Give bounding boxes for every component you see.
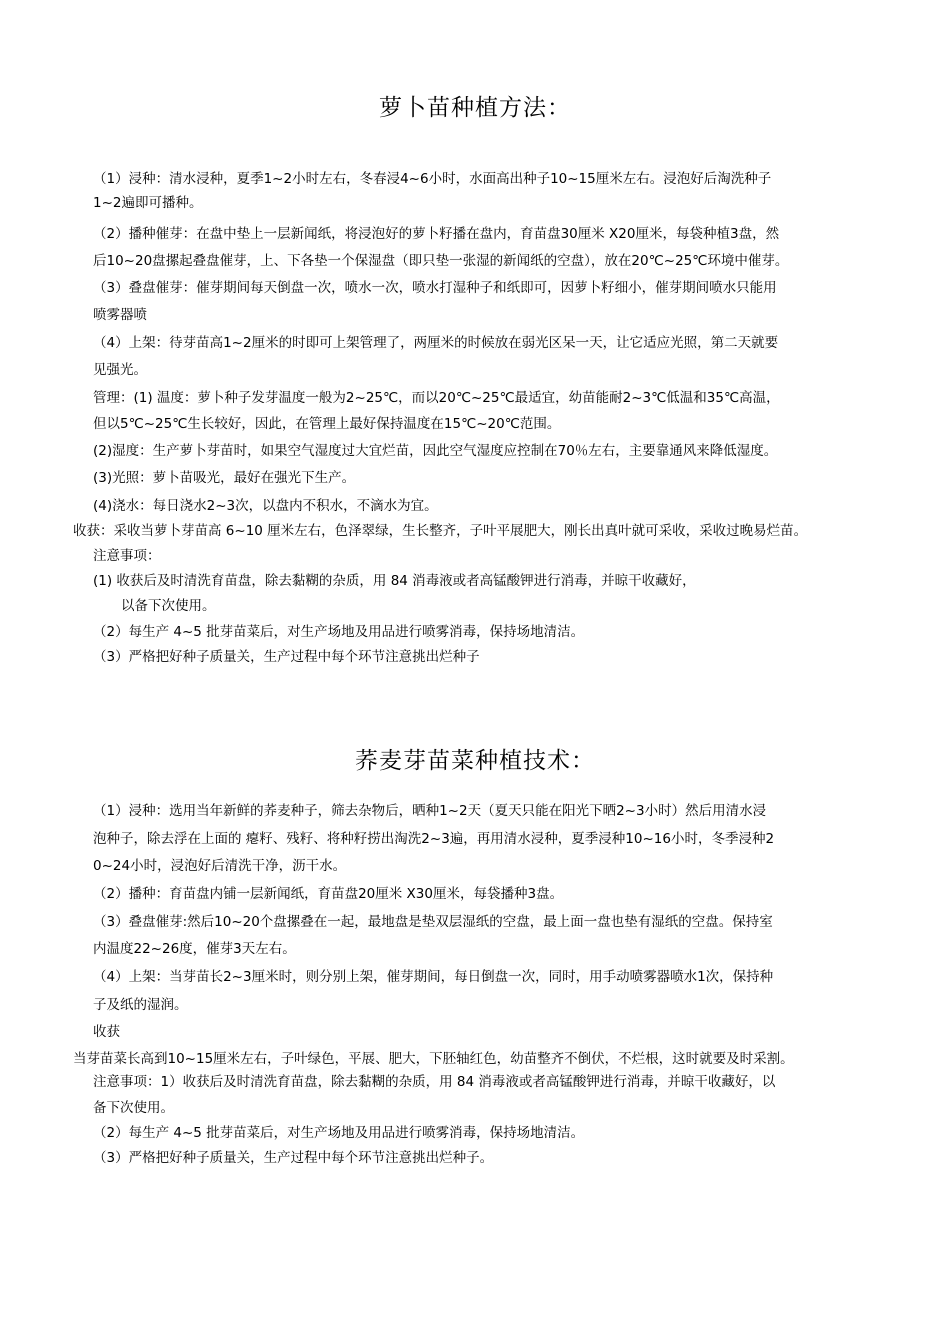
- buckwheat-line: 泡种子，除去浮在上面的 瘪籽、残籽、将种籽捞出淘洗2~3遍，再用清水浸种，夏季浸种10~16小时，冬季浸种2: [93, 831, 775, 847]
- radish-line: 后10~20盘摞起叠盘催芽，上、下各垫一个保湿盘（即只垫一张湿的新闻纸的空盘），放在20℃~25℃环境中催芽。: [93, 253, 789, 269]
- buckwheat-line: （4）上架：当芽苗长2~3厘米时，则分别上架，催芽期间，每日倒盘一次，同时，用手动喷雾器喷水1次，保持种: [93, 969, 774, 985]
- radish-line: (2)湿度：生产萝卜芽苗时，如果空气湿度过大宜烂苗，因此空气湿度应控制在70％左右，主要靠通风来降低湿度。: [93, 443, 778, 459]
- buckwheat-line: 注意事项：1）收获后及时清洗育苗盘，除去黏糊的杂质，用 84 消毒液或者高锰酸钾进行消毒，并晾干收藏好，以: [93, 1074, 776, 1090]
- radish-line: 喷雾器喷: [93, 307, 147, 323]
- buckwheat-line: 子及纸的湿润。: [93, 997, 188, 1013]
- radish-line: (3)光照：萝卜苗吸光，最好在强光下生产。: [93, 470, 356, 486]
- radish-line: 见强光。: [93, 362, 147, 378]
- buckwheat-line: （1）浸种：选用当年新鲜的荞麦种子，筛去杂物后，晒种1~2天（夏天只能在阳光下晒2~3小时）然后用清水浸: [93, 803, 767, 819]
- radish-line: （3）叠盘催芽：催芽期间每天倒盘一次，喷水一次，喷水打湿种子和纸即可，因萝卜籽细小，催芽期间喷水只能用: [93, 280, 777, 296]
- buckwheat-line: 收获: [93, 1024, 120, 1040]
- radish-line: (4)浇水：每日浇水2~3次，以盘内不积水，不滴水为宜。: [93, 498, 438, 514]
- radish-line: 收获：采收当萝卜芽苗高 6~10 厘米左右，色泽翠绿，生长整齐，子叶平展肥大，刚长出真叶就可采收，采收过晚易烂苗。: [73, 523, 808, 539]
- buckwheat-sprout-title: 荞麦芽苗菜种植技术：: [355, 748, 595, 774]
- radish-line: 1~2遍即可播种。: [93, 195, 203, 211]
- radish-line: （3）严格把好种子质量关，生产过程中每个环节注意挑出烂种子: [93, 649, 480, 665]
- radish-line: （2）每生产 4~5 批芽苗菜后，对生产场地及用品进行喷雾消毒，保持场地清洁。: [93, 624, 585, 640]
- radish-sprout-title: 萝卜苗种植方法：: [379, 95, 571, 121]
- radish-line: （1）浸种：清水浸种，夏季1~2小时左右，冬春浸4~6小时，水面高出种子10~15厘米左右。浸泡好后淘洗种子: [93, 171, 772, 187]
- buckwheat-line: 备下次使用。: [93, 1100, 174, 1116]
- radish-line: 管理：(1) 温度：萝卜种子发芽温度一般为2~25℃，而以20℃~25℃最适宜，幼苗能耐2~3℃低温和35℃高温，: [93, 390, 780, 406]
- buckwheat-line: 当芽苗菜长高到10~15厘米左右，子叶绿色，平展、肥大，下胚轴红色，幼苗整齐不倒伏，不烂根，这时就要及时采割。: [73, 1051, 794, 1067]
- radish-line: (1) 收获后及时清洗育苗盘，除去黏糊的杂质，用 84 消毒液或者高锰酸钾进行消毒，并晾干收藏好，: [93, 573, 696, 589]
- radish-line: 以备下次使用。: [121, 598, 216, 614]
- radish-line: 注意事项：: [93, 548, 161, 564]
- buckwheat-line: 内温度22~26度，催芽3天左右。: [93, 941, 296, 957]
- buckwheat-line: 0~24小时，浸泡好后清洗干净，沥干水。: [93, 858, 347, 874]
- buckwheat-line: （2）播种：育苗盘内铺一层新闻纸，育苗盘20厘米 X30厘米，每袋播种3盘。: [93, 886, 564, 902]
- buckwheat-line: （3）叠盘催芽:然后10~20个盘摞叠在一起，最地盘是垫双层湿纸的空盘，最上面一盘也垫有湿纸的空盘。保持室: [93, 914, 773, 930]
- buckwheat-line: （2）每生产 4~5 批芽苗菜后，对生产场地及用品进行喷雾消毒，保持场地清洁。: [93, 1125, 585, 1141]
- buckwheat-line: （3）严格把好种子质量关，生产过程中每个环节注意挑出烂种子。: [93, 1150, 494, 1166]
- radish-line: （2）播种催芽：在盘中垫上一层新闻纸，将浸泡好的萝卜籽播在盘内，育苗盘30厘米 X20厘米，每袋种植3盘，然: [93, 226, 780, 242]
- radish-line: （4）上架：待芽苗高1~2厘米的时即可上架管理了，两厘米的时候放在弱光区呆一天，让它适应光照，第二天就要: [93, 335, 779, 351]
- radish-line: 但以5℃~25℃生长较好，因此，在管理上最好保持温度在15℃~20℃范围。: [93, 416, 561, 432]
